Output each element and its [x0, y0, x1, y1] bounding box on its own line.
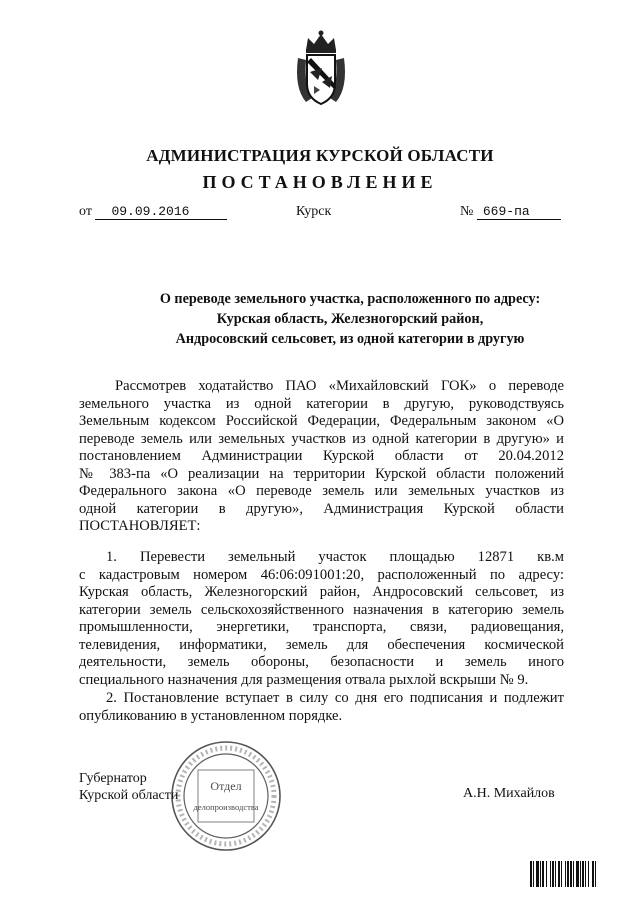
- city-name: Курск: [296, 204, 332, 219]
- barcode-bar: [542, 861, 544, 887]
- text-line: категории земель сельскохозяйственного назначения в категорию земель: [79, 601, 564, 618]
- barcode: [530, 861, 616, 887]
- barcode-bar: [592, 861, 594, 887]
- resolution-item-1: [79, 549, 564, 689]
- document-subject: [0, 289, 640, 349]
- barcode-bar: [546, 861, 547, 887]
- subject-line: Андросовский сельсовет, из одной категории в другую: [175, 331, 525, 347]
- barcode-bar: [558, 861, 560, 887]
- text-line: 1. Перевести земельный участок площадью 12871 кв.м: [106, 549, 564, 565]
- text-line: Курская область, Железногорский район, Андросовский сельсовет, из: [79, 584, 564, 600]
- barcode-bar: [552, 861, 554, 887]
- text-line: телевидения, информатики, земель для обеспечения космической: [79, 636, 564, 653]
- barcode-bar: [540, 861, 541, 887]
- number-field: [460, 204, 561, 220]
- text-line: с кадастровым номером 46:06:091001:20, расположенный по адресу:: [79, 566, 564, 583]
- barcode-bar: [530, 861, 532, 887]
- date-value: 09.09.2016: [95, 204, 227, 220]
- number-value: 669-па: [477, 204, 561, 220]
- official-stamp: [168, 738, 284, 854]
- signatory-position: [79, 770, 178, 804]
- position-line: Курской области: [79, 788, 179, 803]
- text-line: деятельности, земель обороны, безопасности и земель иного: [79, 654, 564, 670]
- text-line: Земельным кодексом Российской Федерации, Федеральным законом «О: [79, 413, 564, 429]
- barcode-bar: [561, 861, 562, 887]
- barcode-bar: [567, 861, 569, 887]
- number-prefix: №: [460, 204, 474, 219]
- stamp-line-1: Отдел: [210, 779, 242, 793]
- text-line: постановлением Администрации Курской области от 20.04.2012: [79, 448, 564, 464]
- text-line: специального назначения для размещения отвала рыхлой вскрыши № 9.: [79, 671, 529, 688]
- barcode-bar: [536, 861, 539, 887]
- date-prefix: от: [79, 204, 92, 219]
- document-type: ПОСТАНОВЛЕНИЕ: [202, 172, 438, 192]
- text-line: № 383-па «О реализации на территории Курской области положений: [79, 465, 564, 482]
- subject-line: О переводе земельного участка, расположенного по адресу:: [159, 291, 541, 307]
- text-line: Федерального закона «О переводе земель или земельных участков из: [79, 483, 564, 499]
- preamble-paragraph: [79, 378, 564, 536]
- barcode-bar: [570, 861, 572, 887]
- date-field: [79, 204, 227, 220]
- barcode-bar: [580, 861, 581, 887]
- barcode-bar: [595, 861, 596, 887]
- text-line: ПОСТАНОВЛЯЕТ:: [79, 518, 201, 534]
- text-line: одной категории в другую», Администрация Курской области: [79, 500, 564, 517]
- text-line: 2. Постановление вступает в силу со дня его подписания и подлежит: [106, 690, 564, 706]
- signatory-name: А.Н. Михайлов: [463, 786, 555, 801]
- text-line: промышленности, энергетики, транспорта, связи, радиовещания,: [79, 619, 564, 635]
- text-line: опубликованию в установленном порядке.: [79, 707, 343, 724]
- stamp-line-2: делопроизводства: [193, 802, 259, 812]
- coat-of-arms-emblem: [292, 28, 350, 110]
- position-line: Губернатор: [79, 771, 147, 786]
- subject-line: Курская область, Железногорский район,: [216, 311, 484, 327]
- text-line: переводе земель или земельных участков из одной категории в другую» и: [79, 430, 564, 447]
- text-line: Рассмотрев ходатайство ПАО «Михайловский ГОК» о переводе: [115, 378, 564, 394]
- resolution-item-2: [79, 690, 564, 725]
- barcode-bar: [550, 861, 551, 887]
- barcode-bar: [573, 861, 574, 887]
- barcode-bar: [533, 861, 534, 887]
- barcode-bar: [585, 861, 586, 887]
- barcode-bar: [582, 861, 584, 887]
- barcode-bar: [555, 861, 556, 887]
- barcode-bar: [576, 861, 579, 887]
- text-line: земельного участка из одной категории в другую, руководствуясь: [79, 395, 564, 412]
- organization-name: АДМИНИСТРАЦИЯ КУРСКОЙ ОБЛАСТИ: [146, 146, 494, 165]
- barcode-bar: [565, 861, 566, 887]
- barcode-bar: [588, 861, 589, 887]
